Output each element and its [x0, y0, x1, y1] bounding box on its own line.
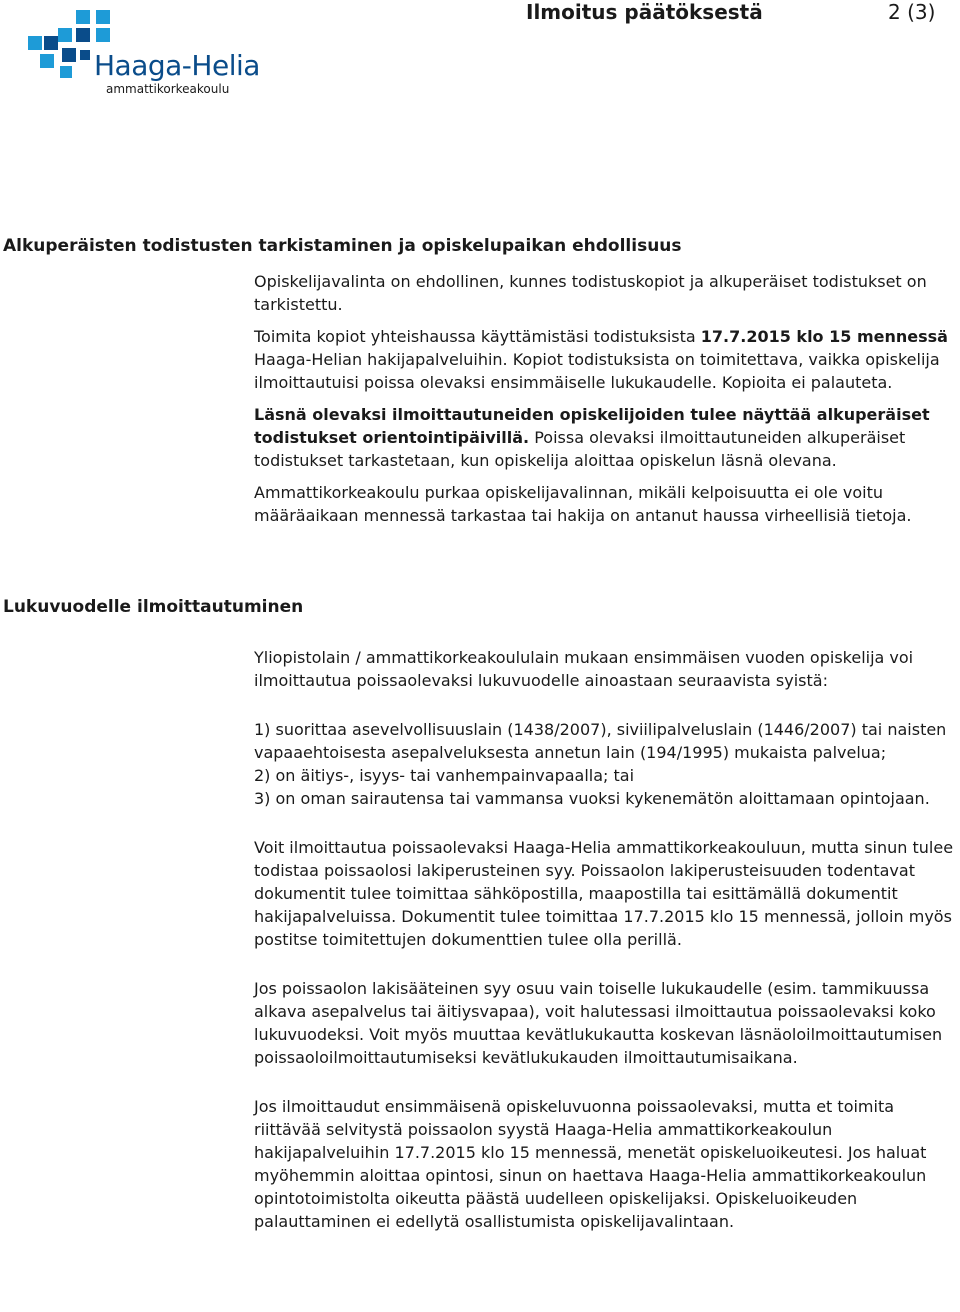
page-number: 2 (3) [888, 0, 936, 24]
text-span: Poissa olevaksi ilmoittautuneiden alkuperäiset todistukset tarkastetaan, kun opiskelija aloittaa opiskelun läsnä olevana. [254, 428, 906, 470]
paragraph: Ammattikorkeakoulu purkaa opiskelijavalinnan, mikäli kelpoisuutta ei ole voitu määräaikaan mennessä tarkastaa tai hakija on antanut haussa virheellisiä tietoja. [254, 483, 912, 525]
logo-name: Haaga-Helia [94, 49, 260, 82]
section-heading-certificates: Alkuperäisten todistusten tarkistaminen ja opiskelupaikan ehdollisuus [3, 236, 682, 256]
text-span: Haaga-Helian hakijapalveluihin. Kopiot todistuksista on toimitettava, vaikka opiskelija ilmoittautuisi poissa olevaksi ensimmäiselle lukukaudelle. Kopioita ei palauteta. [254, 350, 940, 392]
text-span: Toimita kopiot yhteishaussa käyttämistäsi todistuksista [254, 327, 701, 346]
deadline-text: 17.7.2015 klo 15 mennessä [700, 327, 948, 346]
paragraph: Jos ilmoittaudut ensimmäisenä opiskeluvuonna poissaolevaksi, mutta et toimita riittävää selvitystä poissaolon syystä Haaga-Helia ammattikorkeakoulun hakijapalveluihin 17.7.2015 klo 15 mennessä, menetät opiskeluoikeutesi. Jos haluat myöhemmin aloittaa opintosi, sinun on haettava Haaga-Helia ammattikorkeakoulun opintotoimistolta oikeutta päästä uudelleen opiskelijaksi. Opiskeluoikeuden palauttaminen ei edellytä osallistumista opiskelijavalintaan. [254, 1097, 927, 1231]
paragraph: Jos poissaolon lakisääteinen syy osuu vain toiselle lukukaudelle (esim. tammikuussa alkava asepalvelus tai äitiysvapaa), voit halutessasi ilmoittautua poissaolevaksi koko lukuvuodeksi. Voit myös muuttaa kevätlukukautta koskevan läsnäoloilmoittautumisen poissaoloilmoittautumiseksi kevätlukukauden ilmoittautumisaikana. [254, 979, 943, 1067]
section-body-certificates [254, 270, 958, 527]
paragraph: Voit ilmoittautua poissaolevaksi Haaga-Helia ammattikorkeakouluun, mutta sinun tulee todistaa poissaolosi lakiperusteinen syy. Poissaolon lakiperusteisuuden todentavat dokumentit tulee toimittaa sähköpostilla, maapostilla tai esittämällä dokumentit hakijapalveluissa. Dokumentit tulee toimittaa 17.7.2015 klo 15 mennessä, jolloin myös postitse toimitettujen dokumenttien tulee olla perillä. [254, 838, 954, 949]
reasons-list: 1) suorittaa asevelvollisuuslain (1438/2007), siviilipalveluslain (1446/2007) tai naisten vapaaehtoisesta asepalveluksesta annetun lain (194/1995) mukaista palvelua; 2) on äitiys-, isyys- tai vanhempainvapaalla; tai 3) on oman sairautensa tai vammansa vuoksi kykenemätön aloittamaan opintojaan. [254, 720, 947, 808]
section-body-registration [254, 646, 958, 1233]
haaga-helia-logo [26, 8, 260, 100]
paragraph: Opiskelijavalinta on ehdollinen, kunnes todistuskopiot ja alkuperäiset todistukset on tarkistettu. [254, 272, 927, 314]
paragraph: Yliopistolain / ammattikorkeakoululain mukaan ensimmäisen vuoden opiskelija voi ilmoittautua poissaolevaksi lukuvuodelle ainoastaan seuraavista syistä: [254, 648, 914, 690]
section-heading-registration: Lukuvuodelle ilmoittautuminen [3, 597, 304, 617]
document-title: Ilmoitus päätöksestä [526, 0, 763, 24]
logo-subtitle: ammattikorkeakoulu [106, 82, 230, 96]
paragraph [254, 403, 958, 472]
paragraph [254, 325, 958, 394]
bold-text: Läsnä olevaksi ilmoittautuneiden opiskelijoiden tulee näyttää alkuperäiset todistukset orientointipäivillä. [254, 405, 930, 447]
